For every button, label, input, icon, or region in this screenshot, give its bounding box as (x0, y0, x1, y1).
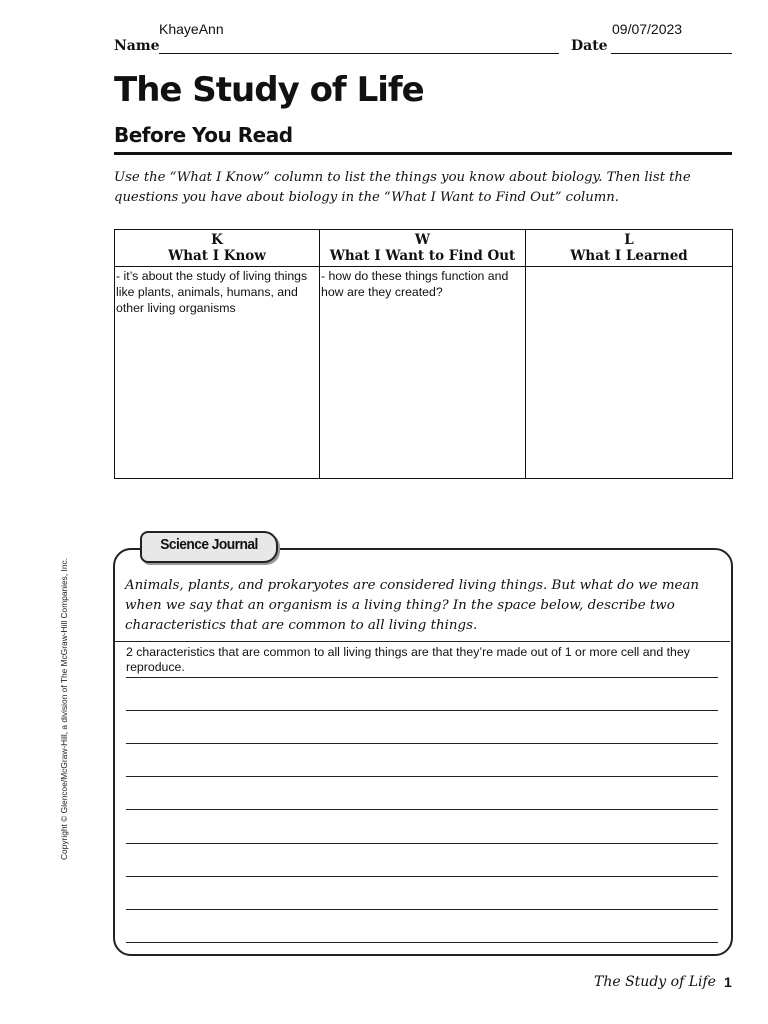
writing-line (126, 710, 718, 711)
column-heading: What I Learned (570, 248, 688, 264)
column-letter: W (414, 232, 431, 248)
column-header-learned (526, 230, 733, 267)
section-subtitle: Before You Read (114, 123, 293, 147)
date-label: Date (571, 38, 608, 54)
column-letter: L (624, 232, 634, 248)
kwl-table (114, 229, 733, 479)
journal-divider (115, 641, 730, 642)
copyright-notice: Copyright © Glencoe/McGraw-Hill, a division of The McGraw-Hill Companies, Inc. (59, 557, 69, 860)
column-header-know (115, 230, 320, 267)
writing-line (126, 843, 718, 844)
column-letter: K (211, 232, 223, 248)
column-heading: What I Want to Find Out (329, 248, 516, 264)
section-divider (114, 152, 732, 155)
student-name-value[interactable]: KhayeAnn (159, 21, 224, 37)
writing-line (126, 909, 718, 910)
writing-line (126, 809, 718, 810)
want-entry[interactable]: - how do these things function and how are they created? (320, 267, 526, 479)
writing-line (126, 677, 718, 678)
journal-answer[interactable]: 2 characteristics that are common to all living things are that they’re made out of 1 or more cell and they reproduce. (126, 645, 690, 674)
science-journal-tab (140, 531, 278, 563)
writing-line (126, 776, 718, 777)
date-value[interactable]: 09/07/2023 (612, 21, 683, 37)
science-journal-label: Science Journal (160, 536, 258, 553)
journal-prompt: Animals, plants, and prokaryotes are considered living things. But what do we mean when we say that an organism is a living thing? In the space below, describe two characteristics that are common to all living things. (125, 578, 700, 633)
writing-line (126, 942, 718, 943)
name-label: Name (114, 38, 160, 54)
learned-entry[interactable] (526, 267, 733, 479)
know-entry[interactable]: - it’s about the study of living things like plants, animals, humans, and other living organisms (115, 267, 320, 479)
footer-chapter-title: The Study of Life (594, 974, 716, 990)
column-heading: What I Know (168, 248, 266, 264)
date-line (611, 53, 732, 54)
column-header-want (320, 230, 526, 267)
writing-line (126, 743, 718, 744)
page-title: The Study of Life (114, 70, 424, 110)
writing-line (126, 876, 718, 877)
instructions-text: Use the “What I Know” column to list the things you know about biology. Then list the questions you have about biology in the “What I Want to Find Out” column. (114, 170, 691, 205)
name-line (159, 53, 559, 54)
page-number: 1 (724, 974, 732, 990)
